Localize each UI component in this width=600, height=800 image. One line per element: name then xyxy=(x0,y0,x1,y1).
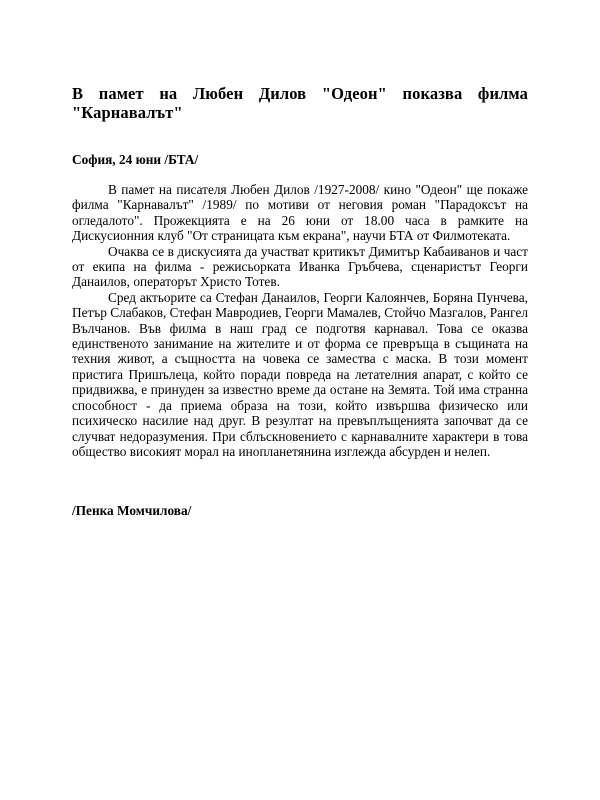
article-paragraph: Очаква се в дискусията да участват критикът Димитър Кабаиванов и част от екипа на филма - режисьорката Иванка Гръбчева, сценаристът Георги Данаилов, операторът Христо Тотев. xyxy=(72,243,528,290)
article-author: /Пенка Момчилова/ xyxy=(72,503,192,518)
document-page xyxy=(72,84,528,518)
article-headline: В памет на Любен Дилов "Одеон" показва филма "Карнавалът" xyxy=(72,84,528,122)
article-paragraph: В памет на писателя Любен Дилов /1927-2008/ кино "Одеон" ще покаже филма "Карнавалът" /1989/ по мотиви от неговия роман "Парадоксът на огледалото". Прожекцията е на 26 юни от 18.00 часа в рамките на Дискусионния клуб "От страницата към екрана", научи БТА от Филмотеката. xyxy=(72,182,528,244)
article-body xyxy=(72,182,528,459)
article-dateline: София, 24 юни /БТА/ xyxy=(72,152,199,167)
article-paragraph: Сред актьорите са Стефан Данаилов, Георги Калоянчев, Боряна Пунчева, Петър Слабаков, Стефан Мавродиев, Георги Мамалев, Стойчо Мазгалов, Рангел Вълчанов. Във филма в наш град се подготвя карнавал. Това се оказва единственото занимание на жителите и от форма се превръща в същината на техния живот, а същността на човека се замества с маска. В този момент пристига Пришълеца, който поради повреда на летателния апарат, с който се придвижва, е принуден за известно време да остане на Земята. Той има странна способност - да приема образа на този, който извършва физическо или психическо насилие над друг. В резултат на превъплъщенията започват да се случват недоразумения. При сблъскновението с карнавалните характери в това общество високият морал на инопланетянина изглежда абсурден и нелеп. xyxy=(72,289,528,459)
